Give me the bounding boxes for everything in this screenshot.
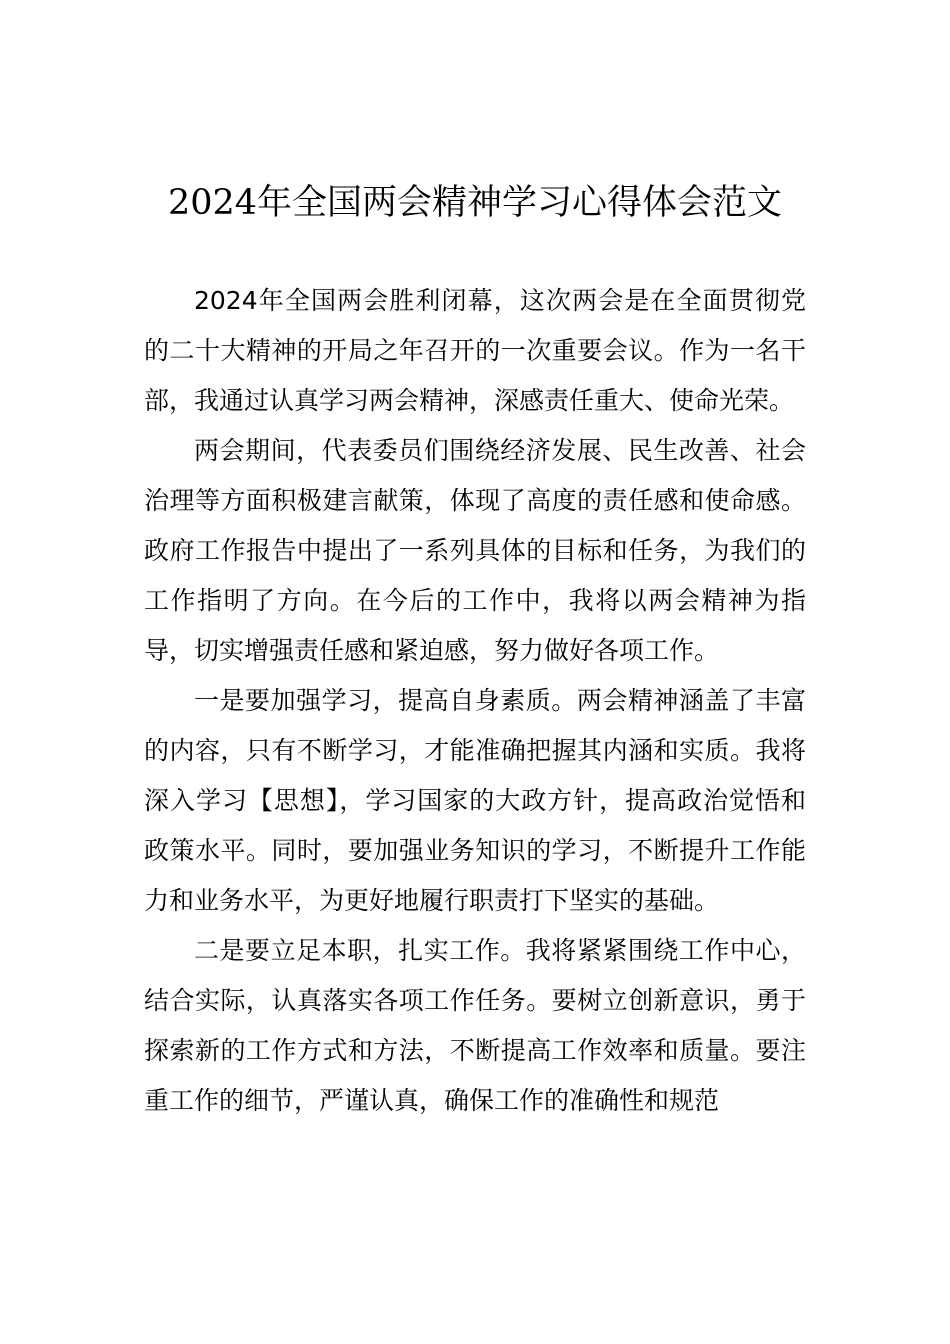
paragraph-2: 两会期间，代表委员们围绕经济发展、民生改善、社会治理等方面积极建言献策，体现了高度的责任感和使命感。政府工作报告中提出了一系列具体的目标和任务，为我们的工作指明了方向。在今后的工作中，我将以两会精神为指导，切实增强责任感和紧迫感，努力做好各项工作。 (144, 436, 806, 665)
document-title: 2024年全国两会精神学习心得体会范文 (167, 183, 783, 223)
document-body (144, 276, 806, 1126)
paragraph-1: 2024年全国两会胜利闭幕，这次两会是在全面贯彻党的二十大精神的开局之年召开的一次重要会议。作为一名干部，我通过认真学习两会精神，深感责任重大、使命光荣。 (144, 286, 806, 415)
paragraph-4: 二是要立足本职，扎实工作。我将紧紧围绕工作中心，结合实际，认真落实各项工作任务。要树立创新意识，勇于探索新的工作方式和方法，不断提高工作效率和质量。要注重工作的细节，严谨认真，确保工作的准确性和规范 (144, 936, 806, 1115)
paragraph-3: 一是要加强学习，提高自身素质。两会精神涵盖了丰富的内容，只有不断学习，才能准确把握其内涵和实质。我将深入学习【思想】，学习国家的大政方针，提高政治觉悟和政策水平。同时，要加强业务知识的学习，不断提升工作能力和业务水平，为更好地履行职责打下坚实的基础。 (144, 686, 806, 915)
